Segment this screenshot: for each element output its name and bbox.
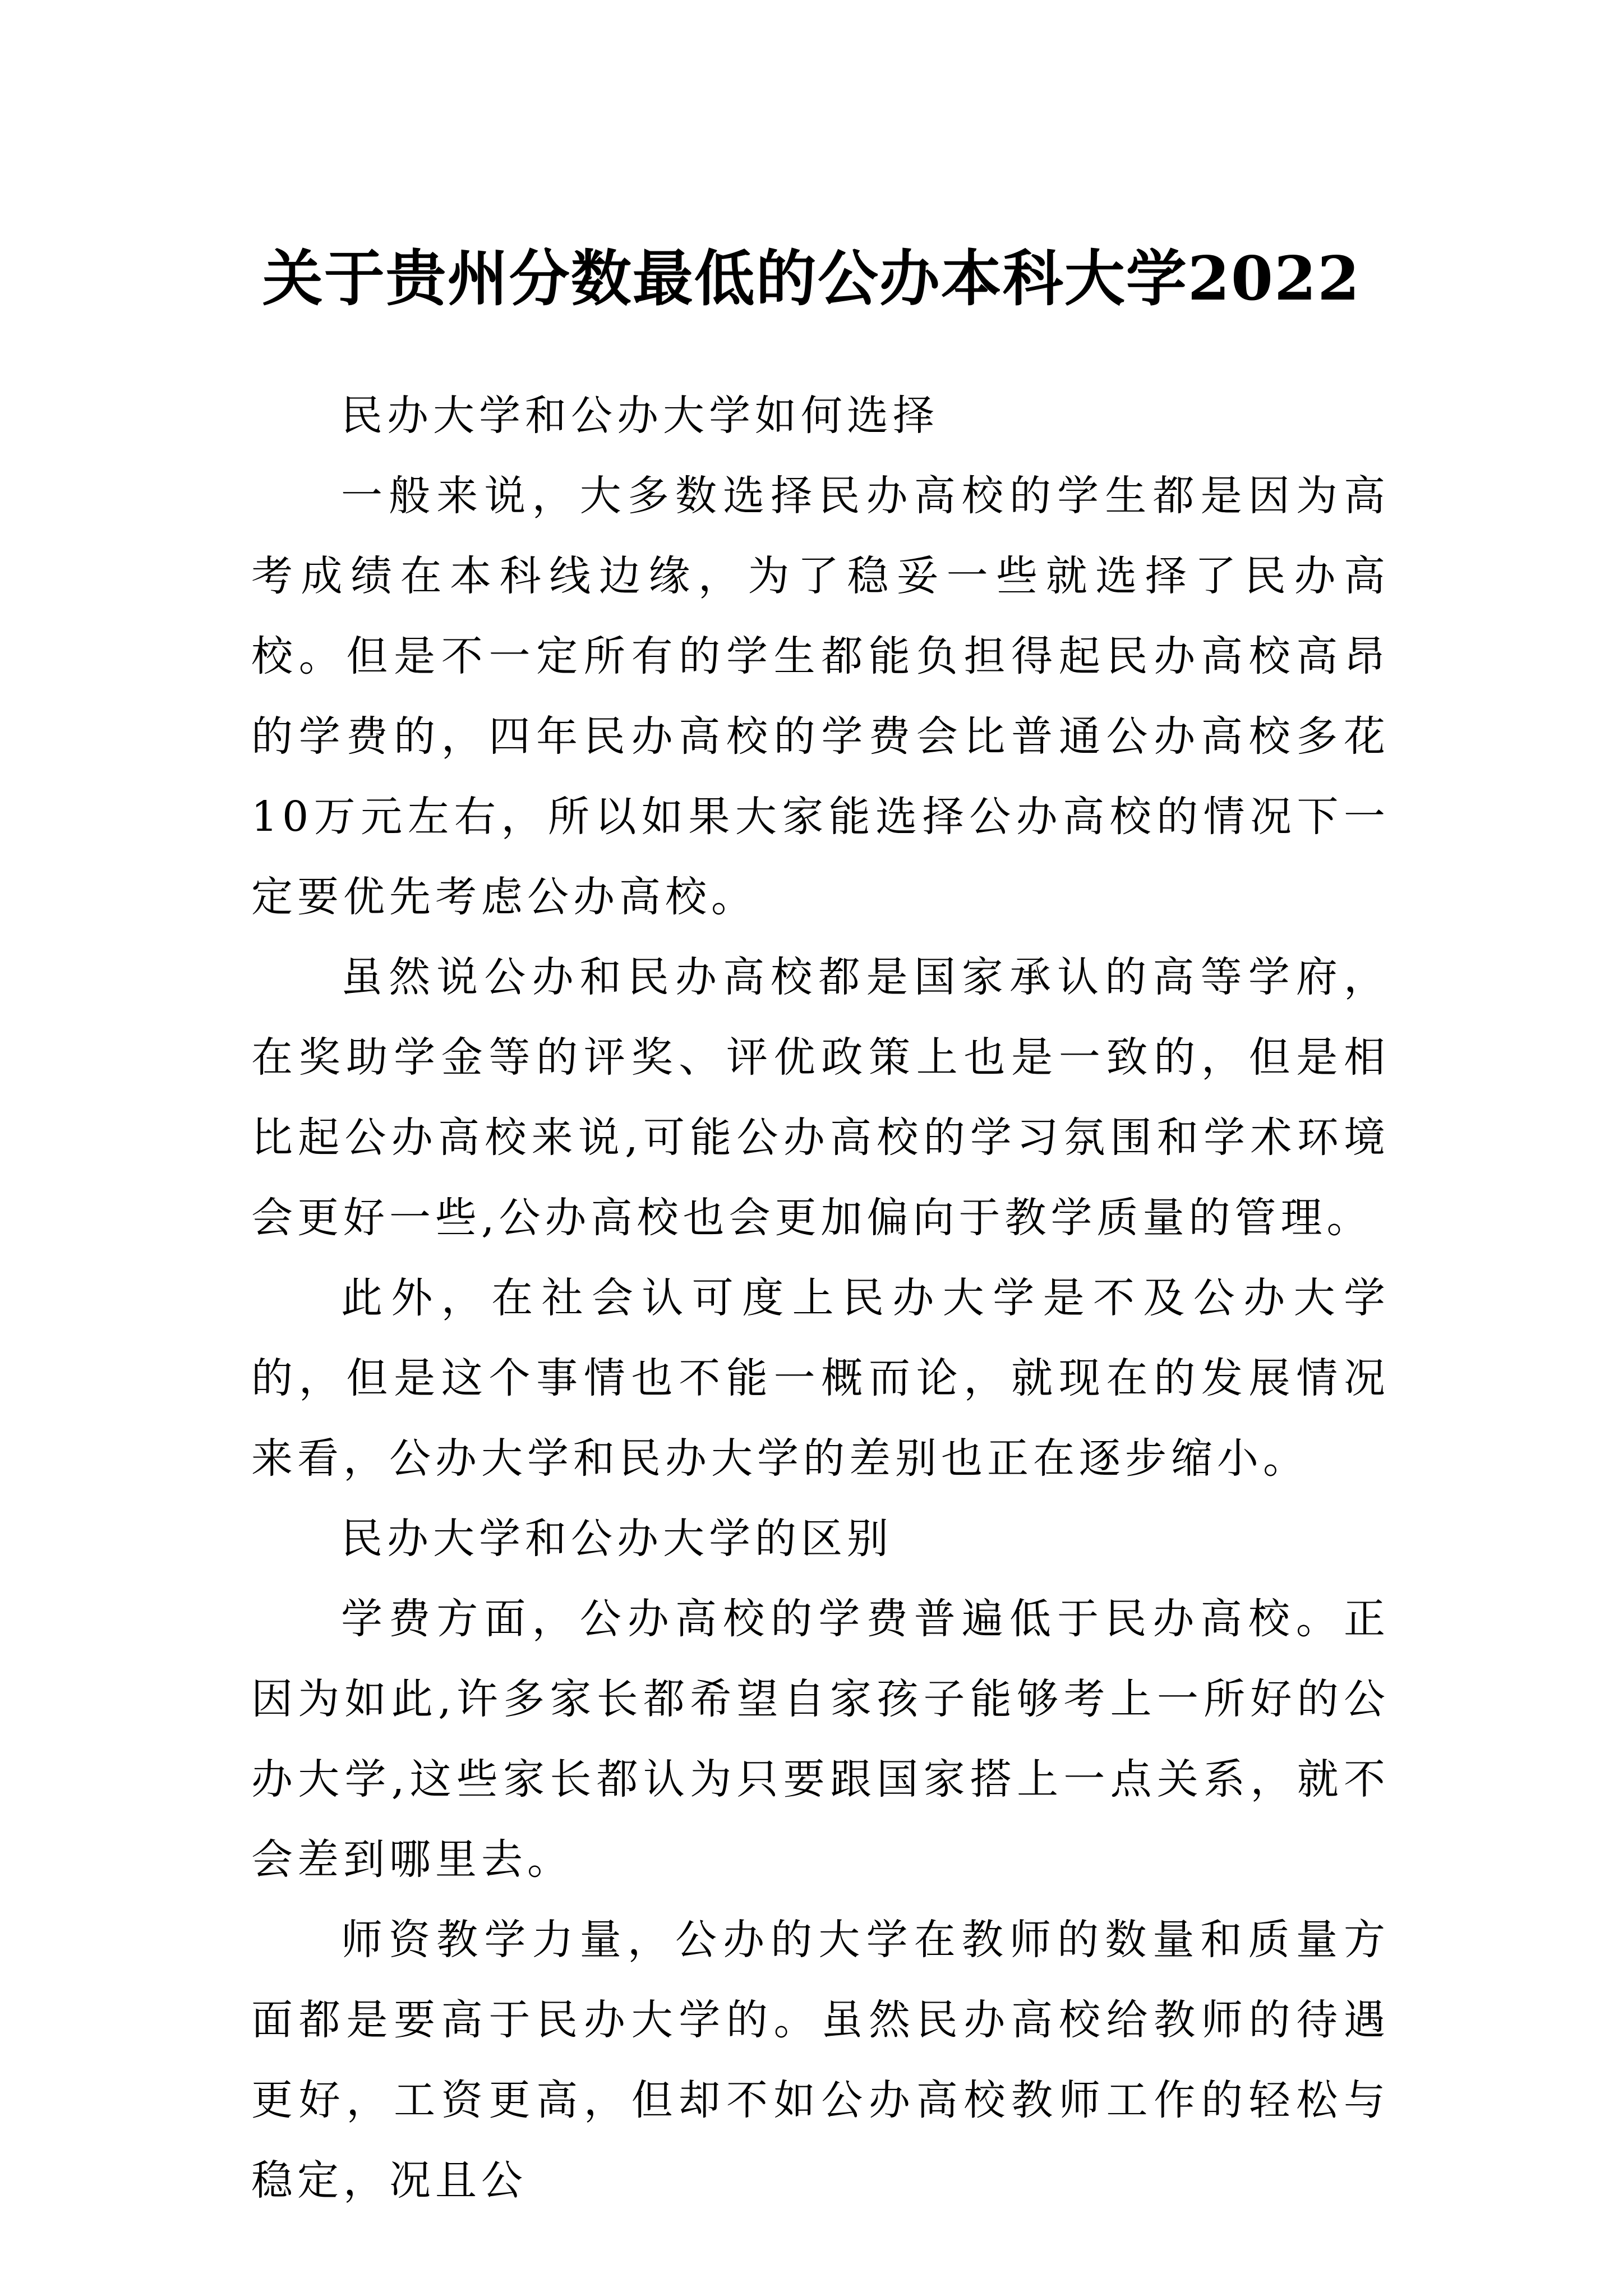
document-title: 关于贵州分数最低的公办本科大学2022 — [262, 243, 1361, 315]
paragraph: 一般来说，大多数选择民办高校的学生都是因为高考成绩在本科线边缘，为了稳妥一些就选择了民办高校。但是不一定所有的学生都能负担得起民办高校高昂的学费的，四年民办高校的学费会比普通公办高校多花10万元左右，所以如果大家能选择公办高校的情况下一定要优先考虑公办高校。 — [251, 472, 1390, 921]
paragraph: 虽然说公办和民办高校都是国家承认的高等学府，在奖助学金等的评奖、评优政策上也是一致的，但是相比起公办高校来说,可能公办高校的学习氛围和学术环境会更好一些,公办高校也会更加偏向于教学质量的管理。 — [251, 953, 1390, 1242]
paragraph: 学费方面，公办高校的学费普遍低于民办高校。正因为如此,许多家长都希望自家孩子能够考上一所好的公办大学,这些家长都认为只要跟国家搭上一点关系，就不会差到哪里去。 — [251, 1595, 1390, 1884]
document-body — [251, 376, 1390, 2221]
paragraph: 此外，在社会认可度上民办大学是不及公办大学的，但是这个事情也不能一概而论，就现在的发展情况来看，公办大学和民办大学的差别也正在逐步缩小。 — [251, 1274, 1390, 1483]
paragraph-heading: 民办大学和公办大学如何选择 — [341, 392, 939, 440]
paragraph: 师资教学力量，公办的大学在教师的数量和质量方面都是要高于民办大学的。虽然民办高校给教师的待遇更好，工资更高，但却不如公办高校教师工作的轻松与稳定，况且公 — [251, 1916, 1390, 2205]
paragraph-heading: 民办大学和公办大学的区别 — [341, 1515, 893, 1563]
